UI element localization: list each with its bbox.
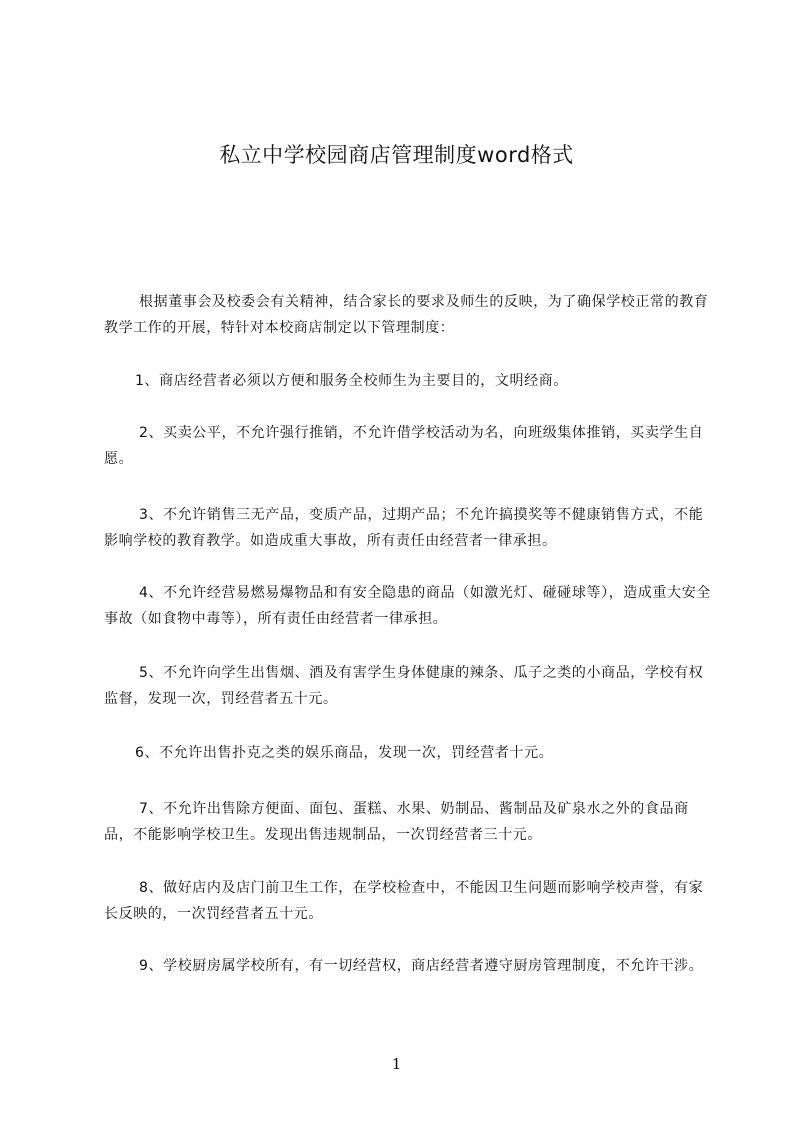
rule-paragraph-2: 2、买卖公平，不允许强行推销，不允许借学校活动为名，向班级集体推销，买卖学生自愿。 (104, 425, 704, 467)
rule-paragraph-3: 3、不允许销售三无产品，变质产品，过期产品；不允许搞摸奖等不健康销售方式，不能影响学校的教育教学。如造成重大事故，所有责任由经营者一律承担。 (104, 507, 704, 549)
intro-paragraph: 根据董事会及校委会有关精神，结合家长的要求及师生的反映，为了确保学校正常的教育教学工作的开展，特针对本校商店制定以下管理制度： (104, 294, 709, 336)
rule-paragraph-1: 1、商店经营者必须以方便和服务全校师生为主要目的，文明经商。 (135, 373, 568, 389)
rule-paragraph-5: 5、不允许向学生出售烟、酒及有害学生身体健康的辣条、瓜子之类的小商品，学校有权监督，发现一次，罚经营者五十元。 (104, 665, 704, 707)
page-number: 1 (391, 1055, 402, 1073)
rule-paragraph-6: 6、不允许出售扑克之类的娱乐商品，发现一次，罚经营者十元。 (135, 745, 554, 761)
rule-paragraph-7: 7、不允许出售除方便面、面包、蛋糕、水果、奶制品、酱制品及矿泉水之外的食品商品，不能影响学校卫生。发现出售违规制品，一次罚经营者三十元。 (104, 801, 689, 843)
rule-paragraph-8: 8、做好店内及店门前卫生工作，在学校检查中，不能因卫生问题而影响学校声誉，有家长反映的，一次罚经营者五十元。 (104, 880, 704, 922)
rule-paragraph-9: 9、学校厨房属学校所有，有一切经营权，商店经营者遵守厨房管理制度，不允许干涉。 (139, 958, 704, 974)
rule-paragraph-4: 4、不允许经营易燃易爆物品和有安全隐患的商品（如激光灯、碰碰球等），造成重大安全事故（如食物中毒等），所有责任由经营者一律承担。 (104, 585, 711, 627)
page-title: 私立中学校园商店管理制度word格式 (219, 143, 574, 167)
